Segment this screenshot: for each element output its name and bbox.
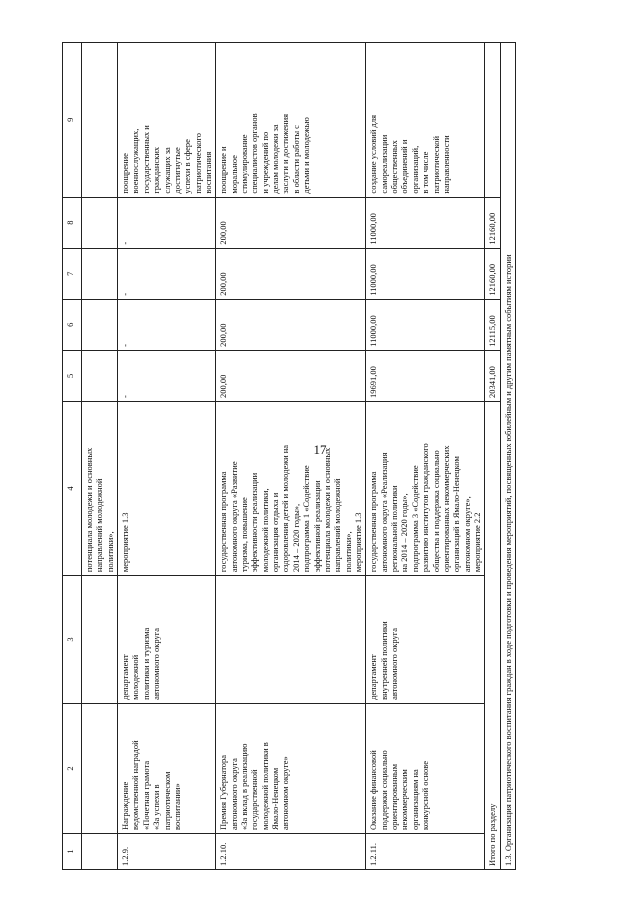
text-line: поддержки социально	[378, 750, 389, 830]
program-cell	[216, 401, 366, 575]
text-line: политики»,	[104, 531, 115, 573]
column-number: 5	[63, 350, 82, 401]
text-line: оздоровления детей и молодежи на	[280, 444, 291, 573]
text-line: автономного округа	[389, 628, 400, 700]
text-line: развитию институтов гражданского	[420, 443, 431, 573]
result-cell	[366, 43, 485, 198]
result-cell	[216, 43, 366, 198]
column-number: 9	[63, 43, 82, 198]
section-heading-row	[500, 43, 515, 870]
text-line: автономного округа	[151, 628, 162, 700]
text-line: стимулирование	[239, 134, 250, 194]
text-line: конкурсной основе	[420, 760, 431, 830]
text-line: автономного округа «Реализация	[378, 452, 389, 573]
text-line: делам молодежи за	[270, 124, 281, 194]
amount-cell	[82, 299, 118, 350]
text-line: патриотическом	[161, 771, 172, 830]
text-line: автономном округе»,	[461, 496, 472, 573]
text-line: «За вклад в реализацию	[239, 743, 250, 830]
text-line: ведомственной наградой	[130, 740, 141, 830]
text-line: эффективности реализации	[249, 472, 260, 573]
program-cell	[82, 401, 118, 575]
text-line: организаций в Ямало-Ненецком	[451, 456, 462, 573]
text-line: молодежной политики в	[259, 742, 270, 830]
page-number: 17	[313, 442, 327, 457]
executor-cell	[366, 576, 485, 704]
text-line: успехи в сфере	[182, 139, 193, 194]
amount-cell	[82, 197, 118, 248]
rotated-table-container	[62, 42, 562, 870]
text-line: «Почетная грамота	[140, 760, 151, 830]
amount-cell: 11000,00	[366, 248, 485, 299]
text-line: автономном округе»	[280, 756, 291, 830]
text-line: и учреждений по	[259, 131, 270, 194]
result-cell	[485, 43, 500, 198]
row-number-cell	[82, 834, 118, 870]
text-line: создание условий для	[368, 115, 379, 194]
amount-cell: 11000,00	[366, 299, 485, 350]
text-line: молодежной политики,	[259, 488, 270, 573]
text-line: мероприятие 1.3	[120, 512, 131, 573]
text-line: направлений молодежной	[94, 478, 105, 573]
text-line: автономного округа	[228, 758, 239, 830]
text-line: ориентированных некоммерческих	[440, 445, 451, 573]
total-label-cell: Итого по разделу	[485, 401, 500, 869]
text-line: общества и поддержка социально	[430, 450, 441, 573]
measure-name-cell	[366, 703, 485, 833]
text-line: мероприятие 1.3	[352, 512, 363, 573]
measure-name-cell	[216, 703, 366, 833]
column-number: 2	[63, 703, 82, 833]
text-line: направлений молодежной	[332, 478, 343, 573]
measures-table	[62, 42, 516, 870]
table-row	[216, 43, 366, 870]
executor-cell	[216, 576, 366, 704]
text-line: подпрограмма 1 «Содействие	[301, 465, 312, 573]
table-row	[118, 43, 216, 870]
total-amount-cell: 12115,00	[485, 299, 500, 350]
text-line: 2014 – 2020 годы»,	[290, 503, 301, 573]
amount-cell: 11000,00	[366, 197, 485, 248]
text-line: в области работы с	[290, 125, 301, 194]
text-line: специалистов органов	[249, 113, 260, 194]
text-line: Ямало-Ненецком	[270, 767, 281, 830]
amount-cell: -	[118, 248, 216, 299]
text-line: мероприятие 2.2	[471, 512, 482, 573]
text-line: воспитания	[202, 151, 213, 194]
amount-cell: 200,00	[216, 197, 366, 248]
text-line: организациям на	[409, 769, 420, 830]
text-line: детьми и молодежью	[301, 117, 312, 194]
text-line: туризма, повышение	[239, 497, 250, 573]
text-line: политики и туризма	[140, 627, 151, 700]
text-line: гражданских	[151, 146, 162, 194]
amount-cell: 200,00	[216, 299, 366, 350]
text-line: департамент	[120, 654, 131, 700]
text-line: государственная программа	[368, 471, 379, 573]
text-line: служащих за	[161, 147, 172, 194]
section-heading-cell: 1.3. Организация патриотического воспитания граждан в ходе подготовки и проведения мероприятий, посвященных юбилейным и другим памятным событиям истории	[500, 43, 515, 870]
measure-name-cell	[118, 703, 216, 833]
amount-cell: -	[118, 197, 216, 248]
row-number-cell: 1.2.9.	[118, 834, 216, 870]
text-line: государственная программа	[218, 471, 229, 573]
text-line: в том числе	[420, 151, 431, 194]
text-line: поощрение и	[218, 146, 229, 194]
total-amount-cell: 20341,00	[485, 350, 500, 401]
text-line: патриотической	[430, 135, 441, 194]
text-line: некоммерческим	[399, 769, 410, 830]
column-number-row	[63, 43, 82, 870]
text-line: объединений и	[399, 139, 410, 194]
executor-cell	[82, 576, 118, 704]
text-line: Награждение	[120, 781, 131, 830]
text-line: организация отдыха и	[270, 492, 281, 573]
amount-cell	[82, 350, 118, 401]
text-line: эффективной реализации	[311, 480, 322, 573]
program-cell	[366, 401, 485, 575]
column-number: 3	[63, 576, 82, 704]
result-cell	[82, 43, 118, 198]
text-line: региональной политики	[389, 485, 400, 573]
program-cell	[118, 401, 216, 575]
text-line: достигнутые	[171, 147, 182, 194]
text-line: самореализации	[378, 134, 389, 194]
text-line: Премия Губернатора	[218, 754, 229, 830]
total-amount-cell: 12160,00	[485, 248, 500, 299]
text-line: внутренней политики	[378, 621, 389, 700]
column-number: 1	[63, 834, 82, 870]
text-line: политики»,	[342, 531, 353, 573]
column-number: 8	[63, 197, 82, 248]
column-number: 7	[63, 248, 82, 299]
table-row	[366, 43, 485, 870]
column-number: 4	[63, 401, 82, 575]
text-line: патриотического	[192, 132, 203, 194]
amount-cell: 200,00	[216, 350, 366, 401]
text-line: поощрение	[120, 153, 131, 194]
text-line: государственной	[249, 769, 260, 830]
text-line: автономного округа «Развитие	[228, 461, 239, 573]
text-line: моральное	[228, 155, 239, 194]
text-line: «За успехи в	[151, 784, 162, 830]
column-number: 6	[63, 299, 82, 350]
text-line: департамент	[368, 654, 379, 700]
amount-cell	[82, 248, 118, 299]
text-line: государственных и	[140, 125, 151, 194]
text-line: заслуги и достижения	[280, 113, 291, 194]
text-line: потенциала молодежи и основных	[321, 447, 332, 573]
row-number-cell: 1.2.11.	[366, 834, 485, 870]
text-line: общественных	[389, 140, 400, 194]
text-line: на 2014 – 2020 годы»,	[399, 493, 410, 573]
result-cell	[118, 43, 216, 198]
text-line: воспитании»	[171, 783, 182, 830]
row-number-cell: 1.2.10.	[216, 834, 366, 870]
text-line: организаций,	[409, 145, 420, 194]
amount-cell: 19691,00	[366, 350, 485, 401]
text-line: молодежной	[130, 654, 141, 700]
text-line: военнослужащих,	[130, 128, 141, 194]
measure-name-cell	[82, 703, 118, 833]
total-amount-cell: 12160,00	[485, 197, 500, 248]
text-line: ориентированным	[389, 764, 400, 830]
amount-cell: -	[118, 350, 216, 401]
text-line: Оказание финансовой	[368, 750, 379, 830]
text-line: потенциала молодежи и основных	[84, 447, 94, 573]
amount-cell: 200,00	[216, 248, 366, 299]
amount-cell: -	[118, 299, 216, 350]
text-line: направленности	[440, 135, 451, 194]
text-line: подпрограмма 3 «Содействие	[409, 465, 420, 573]
total-row	[485, 43, 500, 870]
executor-cell	[118, 576, 216, 704]
continuation-row	[82, 43, 118, 870]
